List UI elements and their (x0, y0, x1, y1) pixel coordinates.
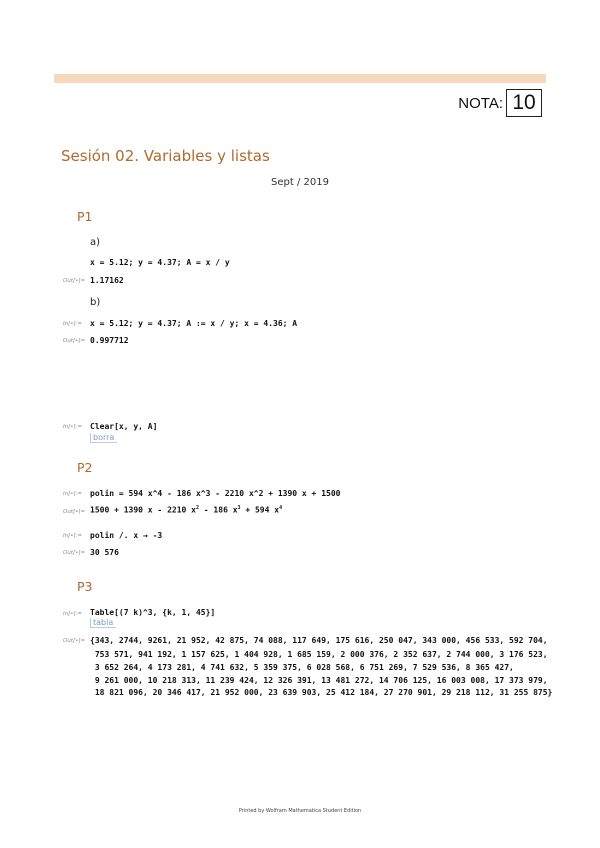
p1-b-input-cell[interactable]: x = 5.12; y = 4.37; A := x / y; x = 4.36; A (90, 319, 298, 328)
print-footer: Printed by Wolfram Mathematica Student Edition (238, 808, 362, 814)
p1-b-label: b) (90, 297, 101, 308)
p2-input1-cell[interactable]: polin = 594 x^4 - 186 x^3 - 2210 x^2 + 1390 x + 1500 (90, 489, 341, 498)
section-p2-heading: P2 (77, 460, 93, 475)
p2-out2-prompt: Out[•]= (63, 550, 86, 556)
p2-output1-exp: 4 (279, 505, 283, 511)
clear-autocomplete-hint[interactable]: borra (90, 433, 117, 443)
p2-input2-cell[interactable]: polin /. x → -3 (90, 531, 163, 540)
p2-in2-prompt: In[•]:= (63, 533, 83, 539)
p3-output-line: {343, 2744, 9261, 21 952, 42 875, 74 088, 117 649, 175 616, 250 047, 343 000, 456 533, 592 704, (90, 636, 548, 645)
p2-output1-exp: 3 (237, 505, 241, 511)
grade-label: NOTA: (458, 94, 503, 112)
p2-output2: 30 576 (90, 548, 119, 557)
p2-output1-exp: 2 (195, 505, 199, 511)
p3-output-line: 9 261 000, 10 218 313, 11 239 424, 12 326 391, 13 481 272, 14 706 125, 16 003 008, 17 373 979, (90, 676, 548, 685)
p3-output-line: 18 821 096, 20 346 417, 21 952 000, 23 639 903, 25 412 184, 27 270 901, 29 218 112, 31 255 875} (90, 688, 553, 697)
date-subtitle: Sept / 2019 (271, 177, 329, 188)
clear-in-prompt: In[•]:= (63, 424, 83, 430)
p2-output1-part: 1500 + 1390 x - 2210 x (90, 505, 196, 515)
clear-input-cell[interactable]: Clear[x, y, A] (90, 422, 158, 431)
p1-b-output: 0.997712 (90, 336, 129, 345)
section-p1-heading: P1 (77, 209, 93, 224)
p1-b-in-prompt: In[•]:= (63, 321, 83, 327)
p3-out-prompt: Out[•]= (63, 638, 86, 644)
p2-in1-prompt: In[•]:= (63, 491, 83, 497)
p1-b-out-prompt: Out[•]= (63, 338, 86, 344)
p3-in-prompt: In[•]:= (63, 611, 83, 617)
p1-a-input-cell[interactable]: x = 5.12; y = 4.37; A = x / y (90, 258, 230, 267)
section-p3-heading: P3 (77, 579, 93, 594)
table-autocomplete-hint[interactable]: tabla (90, 618, 116, 628)
grade-box (458, 89, 542, 117)
p2-output1 (90, 505, 282, 515)
p3-input-cell[interactable]: Table[(7 k)^3, {k, 1, 45}] (90, 608, 216, 617)
p1-a-label: a) (90, 237, 101, 248)
page-title: Sesión 02. Variables y listas (61, 147, 270, 165)
p2-out1-prompt: Out[•]= (63, 509, 86, 515)
p2-output1-part: + 594 x (240, 505, 280, 515)
p3-output-line: 753 571, 941 192, 1 157 625, 1 404 928, 1 685 159, 2 000 376, 2 352 637, 2 744 000, 3 176 523, (90, 650, 548, 659)
p2-output1-part: - 186 x (198, 505, 238, 515)
header-bar (54, 74, 546, 83)
p3-output-line: 3 652 264, 4 173 281, 4 741 632, 5 359 375, 6 028 568, 6 751 269, 7 529 536, 8 365 427, (90, 663, 514, 672)
p1-a-output: 1.17162 (90, 276, 124, 285)
p1-a-out-prompt: Out[•]= (63, 278, 86, 284)
grade-value: 10 (506, 89, 542, 117)
